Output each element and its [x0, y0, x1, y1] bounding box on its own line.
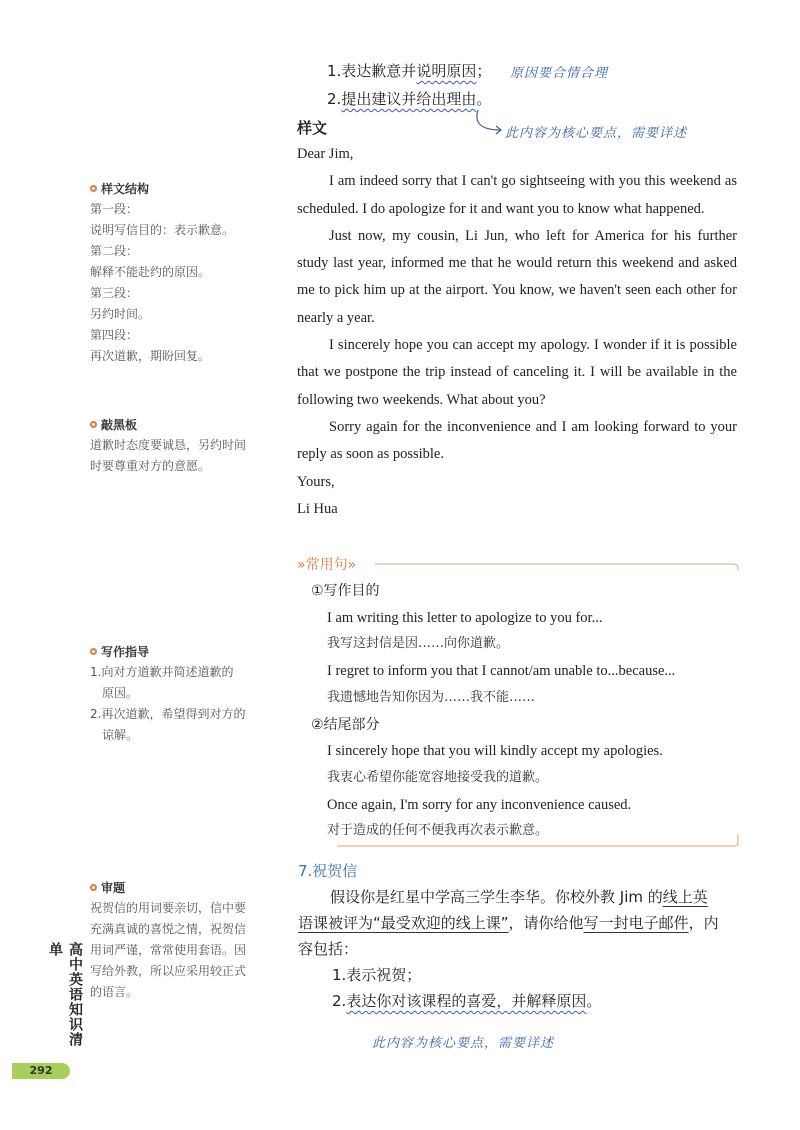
req2-prefix: 2.	[327, 90, 342, 108]
handwritten-note-2: 此内容为核心要点，需要详述	[505, 126, 688, 141]
bullet-icon	[90, 884, 97, 891]
task7-line-3: 容包括：	[298, 940, 359, 958]
task7-body	[298, 884, 743, 1014]
task7-text: ，内	[688, 914, 719, 932]
review-title-text: 审题	[101, 881, 126, 895]
bullet-icon	[90, 648, 97, 655]
sidebar-blackboard-title	[90, 416, 280, 433]
task7-line-1	[298, 884, 743, 910]
structure-line: 另约时间。	[90, 307, 151, 321]
task7-underlined: 线上英	[662, 888, 708, 906]
sidebar-guide	[90, 643, 280, 746]
structure-line: 第一段：	[90, 202, 139, 216]
phrases-title	[297, 554, 356, 574]
essay-paragraph-2: Just now, my cousin, Li Jun, who left for America for his further study last year, informed me that he would return this weekend and asked me to pick him up at the airport. You know, we haven't seen each other for nearly a year.	[297, 227, 737, 326]
book-title: 高中英语知识清单	[47, 942, 83, 1047]
top-edge	[0, 0, 800, 6]
double-arrow-icon: »	[297, 557, 306, 573]
double-arrow-icon: »	[347, 557, 357, 573]
arrow-icon	[470, 108, 510, 138]
review-line: 的语言。	[90, 985, 139, 999]
review-line: 充满真诚的喜悦之情，祝贺信	[90, 922, 247, 936]
req1-prefix: 1.表达歉意并	[327, 62, 417, 80]
handwritten-note-3: 此内容为核心要点，需要详述	[372, 1036, 555, 1051]
structure-title-text: 样文结构	[101, 182, 150, 196]
essay-paragraph-1: I am indeed sorry that I can't go sightseeing with you this weekend as scheduled. I do apologize for it and want you to know what happened.	[297, 173, 737, 217]
req1-key: 说明原因	[416, 62, 477, 80]
requirement-2	[327, 88, 491, 109]
blackboard-lines	[90, 435, 280, 477]
review-line: 祝贺信的用词要亲切，信中要	[90, 901, 247, 915]
task7-req-1: 1.表示祝贺；	[332, 966, 422, 984]
guide-lines	[90, 662, 280, 746]
sidebar-structure	[90, 180, 280, 367]
task7-req-2	[298, 988, 743, 1014]
task7-text: ，请你给他	[508, 914, 584, 932]
signature: Li Hua	[297, 500, 338, 517]
req1-suffix: ；	[476, 62, 492, 80]
page-number: 292	[12, 1063, 70, 1079]
phrase-section-label: ②结尾部分	[311, 716, 380, 733]
review-line: 用词严谨，常常使用套语。因	[90, 943, 247, 957]
structure-line: 第三段：	[90, 286, 139, 300]
guide-line: 2.再次道歉，希望得到对方的	[90, 707, 246, 721]
phrase-zh: 我写这封信是因……向你道歉。	[327, 636, 510, 652]
salutation: Dear Jim,	[297, 146, 354, 162]
essay-paragraph-4: Sorry again for the inconvenience and I am looking forward to your reply as soon as possible.	[297, 418, 737, 463]
task7-heading: 7.祝贺信	[298, 862, 358, 880]
task7-text: 。	[586, 992, 602, 1010]
phrase-section-label: ①写作目的	[311, 583, 380, 599]
phrase-en: Once again, I'm sorry for any inconvenience caused.	[327, 796, 632, 813]
task7-line-2	[298, 910, 743, 936]
phrase-en: I regret to inform you that I cannot/am unable to...because...	[327, 663, 676, 680]
phrases-title-text: 常用句	[305, 557, 348, 573]
review-lines	[90, 898, 280, 1003]
guide-line: 原因。	[102, 686, 139, 700]
blackboard-title-text: 敲黑板	[101, 418, 138, 432]
task7-text: 2.	[332, 992, 347, 1010]
phrases-content	[311, 578, 731, 845]
task7-underlined: 写一封电子邮件	[583, 914, 689, 932]
req2-suffix: 。	[476, 90, 492, 108]
review-line: 写给外教，所以应采用较正式	[90, 964, 247, 978]
req2-key: 提出建议并给出理由	[341, 90, 477, 108]
sidebar-review	[90, 879, 280, 1003]
phrase-zh: 对于造成的任何不便我再次表示歉意。	[327, 823, 549, 839]
sidebar-review-title	[90, 879, 280, 896]
requirement-1	[327, 60, 491, 81]
sample-essay	[297, 141, 737, 523]
handwritten-note-1: 原因要合情合理	[510, 66, 609, 81]
guide-line: 1.向对方道歉并简述道歉的	[90, 665, 234, 679]
structure-line: 说明写信目的：表示歉意。	[90, 223, 235, 237]
structure-line: 第四段：	[90, 328, 139, 342]
sidebar-blackboard	[90, 416, 280, 477]
sidebar-guide-title	[90, 643, 280, 660]
closing: Yours,	[297, 473, 335, 490]
bullet-icon	[90, 185, 97, 192]
blackboard-line: 时要尊重对方的意愿。	[90, 459, 211, 473]
blackboard-line: 道歉时态度要诚恳，另约时间	[90, 438, 247, 452]
structure-line: 第二段：	[90, 244, 139, 258]
sidebar-structure-title	[90, 180, 280, 197]
task7-underlined: 语课被评为“最受欢迎的线上课”	[298, 914, 509, 932]
guide-line: 谅解。	[102, 728, 139, 742]
structure-line: 再次道歉，期盼回复。	[90, 349, 211, 363]
bullet-icon	[90, 421, 97, 428]
sample-heading: 样文	[297, 119, 328, 137]
structure-lines	[90, 199, 280, 367]
task7-text: 假设你是红星中学高三学生李华。你校外教 Jim 的	[330, 888, 663, 906]
phrase-en: I am writing this letter to apologize to you for...	[327, 609, 603, 626]
phrase-en: I sincerely hope that you will kindly accept my apologies.	[327, 743, 663, 760]
task7-wavy: 表达你对该课程的喜爱，并解释原因	[346, 992, 587, 1010]
guide-title-text: 写作指导	[101, 645, 150, 659]
structure-line: 解释不能赴约的原因。	[90, 265, 211, 279]
phrase-zh: 我遗憾地告知你因为……我不能……	[327, 689, 536, 705]
phrase-zh: 我衷心希望你能宽容地接受我的道歉。	[327, 769, 549, 785]
phrases-box	[297, 552, 741, 848]
essay-paragraph-3: I sincerely hope you can accept my apology. I wonder if it is possible that we postpone the trip instead of canceling it. I will be available in the following two weekends. What about you?	[297, 337, 737, 408]
